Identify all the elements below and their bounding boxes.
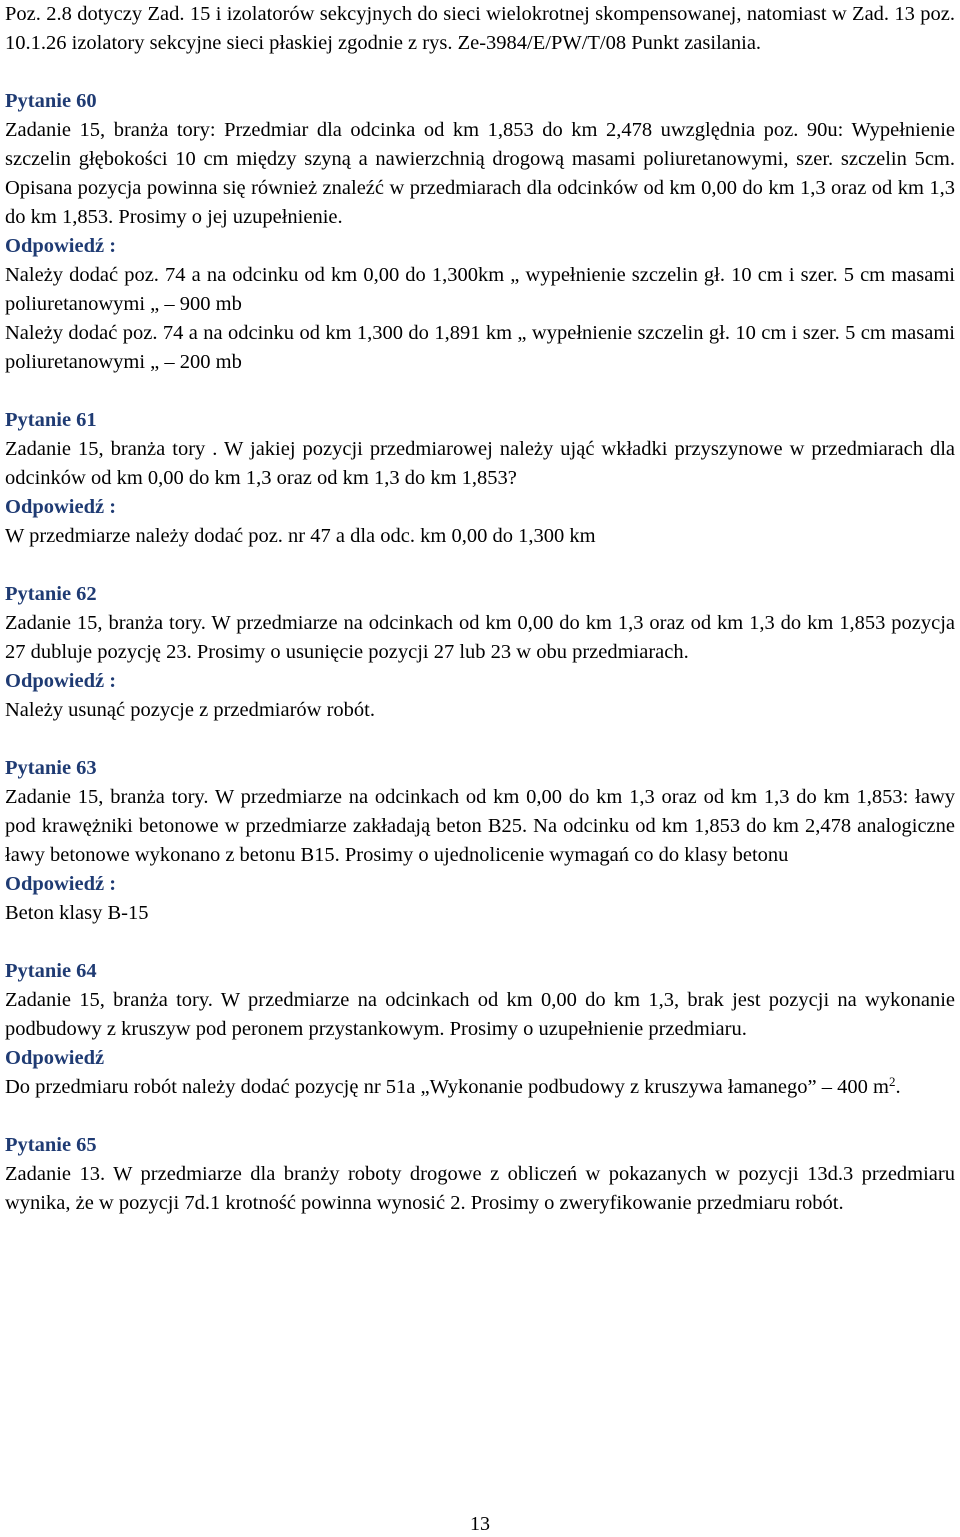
answer-main-text: Do przedmiaru robót należy dodać pozycję nr 51a „Wykonanie podbudowy z kruszywa łamanego” – 400 m <box>5 1076 889 1098</box>
question-block-65 <box>5 1131 955 1218</box>
question-text: Zadanie 15, branża tory. W przedmiarze na odcinkach od km 0,00 do km 1,3, brak jest pozycji na wykonanie podbudowy z kruszyw pod peronem przystankowym. Prosimy o uzupełnienie przedmiaru. <box>5 989 955 1040</box>
question-block-62 <box>5 580 955 725</box>
answer-label: Odpowiedź : <box>5 235 117 257</box>
question-text: Zadanie 15, branża tory: Przedmiar dla odcinka od km 1,853 do km 2,478 uwzględnia poz. 90u: Wypełnienie szczelin głębokości 10 cm między szyną a nawierzchnią drogową masami poliuretanowymi, szer. szczelin 5cm. Opisana pozycja powinna się również znaleźć w przedmiarach dla odcinków od km 0,00 do km 1,3 oraz od km 1,3 do km 1,853. Prosimy o jej uzupełnienie. <box>5 119 955 228</box>
answer-label: Odpowiedź : <box>5 670 117 692</box>
answer-text: W przedmiarze należy dodać poz. nr 47 a dla odc. km 0,00 do 1,300 km <box>5 525 596 547</box>
question-block-61 <box>5 406 955 551</box>
intro-paragraph: Poz. 2.8 dotyczy Zad. 15 i izolatorów sekcyjnych do sieci wielokrotnej skompensowanej, natomiast w Zad. 13 poz. 10.1.26 izolatory sekcyjne sieci płaskiej zgodnie z rys. Ze-3984/E/PW/T/08 Punkt zasilania. <box>5 3 955 54</box>
answer-text: Należy dodać poz. 74 a na odcinku od km 0,00 do 1,300km „ wypełnienie szczelin gł. 10 cm i szer. 5 cm masami poliuretanowymi „ – 900 mb <box>5 264 955 315</box>
answer-text <box>5 1073 955 1102</box>
answer-end-punctuation: . <box>895 1076 901 1098</box>
answer-label: Odpowiedź : <box>5 496 117 518</box>
question-text: Zadanie 13. W przedmiarze dla branży roboty drogowe z obliczeń w pokazanych w pozycji 13d.3 przedmiaru wynika, że w pozycji 7d.1 krotność powinna wynosić 2. Prosimy o zweryfikowanie przedmiaru robót. <box>5 1163 955 1214</box>
question-text: Zadanie 15, branża tory. W przedmiarze na odcinkach od km 0,00 do km 1,3 oraz od km 1,3 do km 1,853 pozycja 27 dubluje pozycję 23. Prosimy o usunięcie pozycji 27 lub 23 w obu przedmiarach. <box>5 612 955 663</box>
question-heading: Pytanie 60 <box>5 90 97 112</box>
question-text: Zadanie 15, branża tory. W przedmiarze na odcinkach od km 0,00 do km 1,3 oraz od km 1,3 do km 1,853: ławy pod krawężniki betonowe w przedmiarze zakładają beton B25. Na odcinku od km 1,853 do km 2,478 analogiczne ławy betonowe wykonano z betonu B15. Prosimy o ujednolicenie wymagań co do klasy betonu <box>5 786 955 866</box>
answer-superscript: 2 <box>888 1074 896 1089</box>
question-heading: Pytanie 64 <box>5 960 97 982</box>
document-page <box>5 0 955 1218</box>
question-heading: Pytanie 65 <box>5 1134 97 1156</box>
question-heading: Pytanie 63 <box>5 757 97 779</box>
question-text: Zadanie 15, branża tory . W jakiej pozycji przedmiarowej należy ująć wkładki przyszynowe w przedmiarach dla odcinków od km 0,00 do km 1,3 oraz od km 1,3 do km 1,853? <box>5 438 955 489</box>
answer-text: Należy usunąć pozycje z przedmiarów robót. <box>5 699 375 721</box>
answer-label: Odpowiedź : <box>5 873 117 895</box>
question-heading: Pytanie 61 <box>5 409 97 431</box>
answer-text: Należy dodać poz. 74 a na odcinku od km 1,300 do 1,891 km „ wypełnienie szczelin gł. 10 cm i szer. 5 cm masami poliuretanowymi „ – 200 mb <box>5 322 955 373</box>
answer-text: Beton klasy B-15 <box>5 902 149 924</box>
answer-label: Odpowiedź <box>5 1047 105 1069</box>
page-number: 13 <box>470 1513 490 1535</box>
question-block-64 <box>5 957 955 1102</box>
question-block-63 <box>5 754 955 928</box>
question-heading: Pytanie 62 <box>5 583 97 605</box>
question-block-60 <box>5 87 955 377</box>
